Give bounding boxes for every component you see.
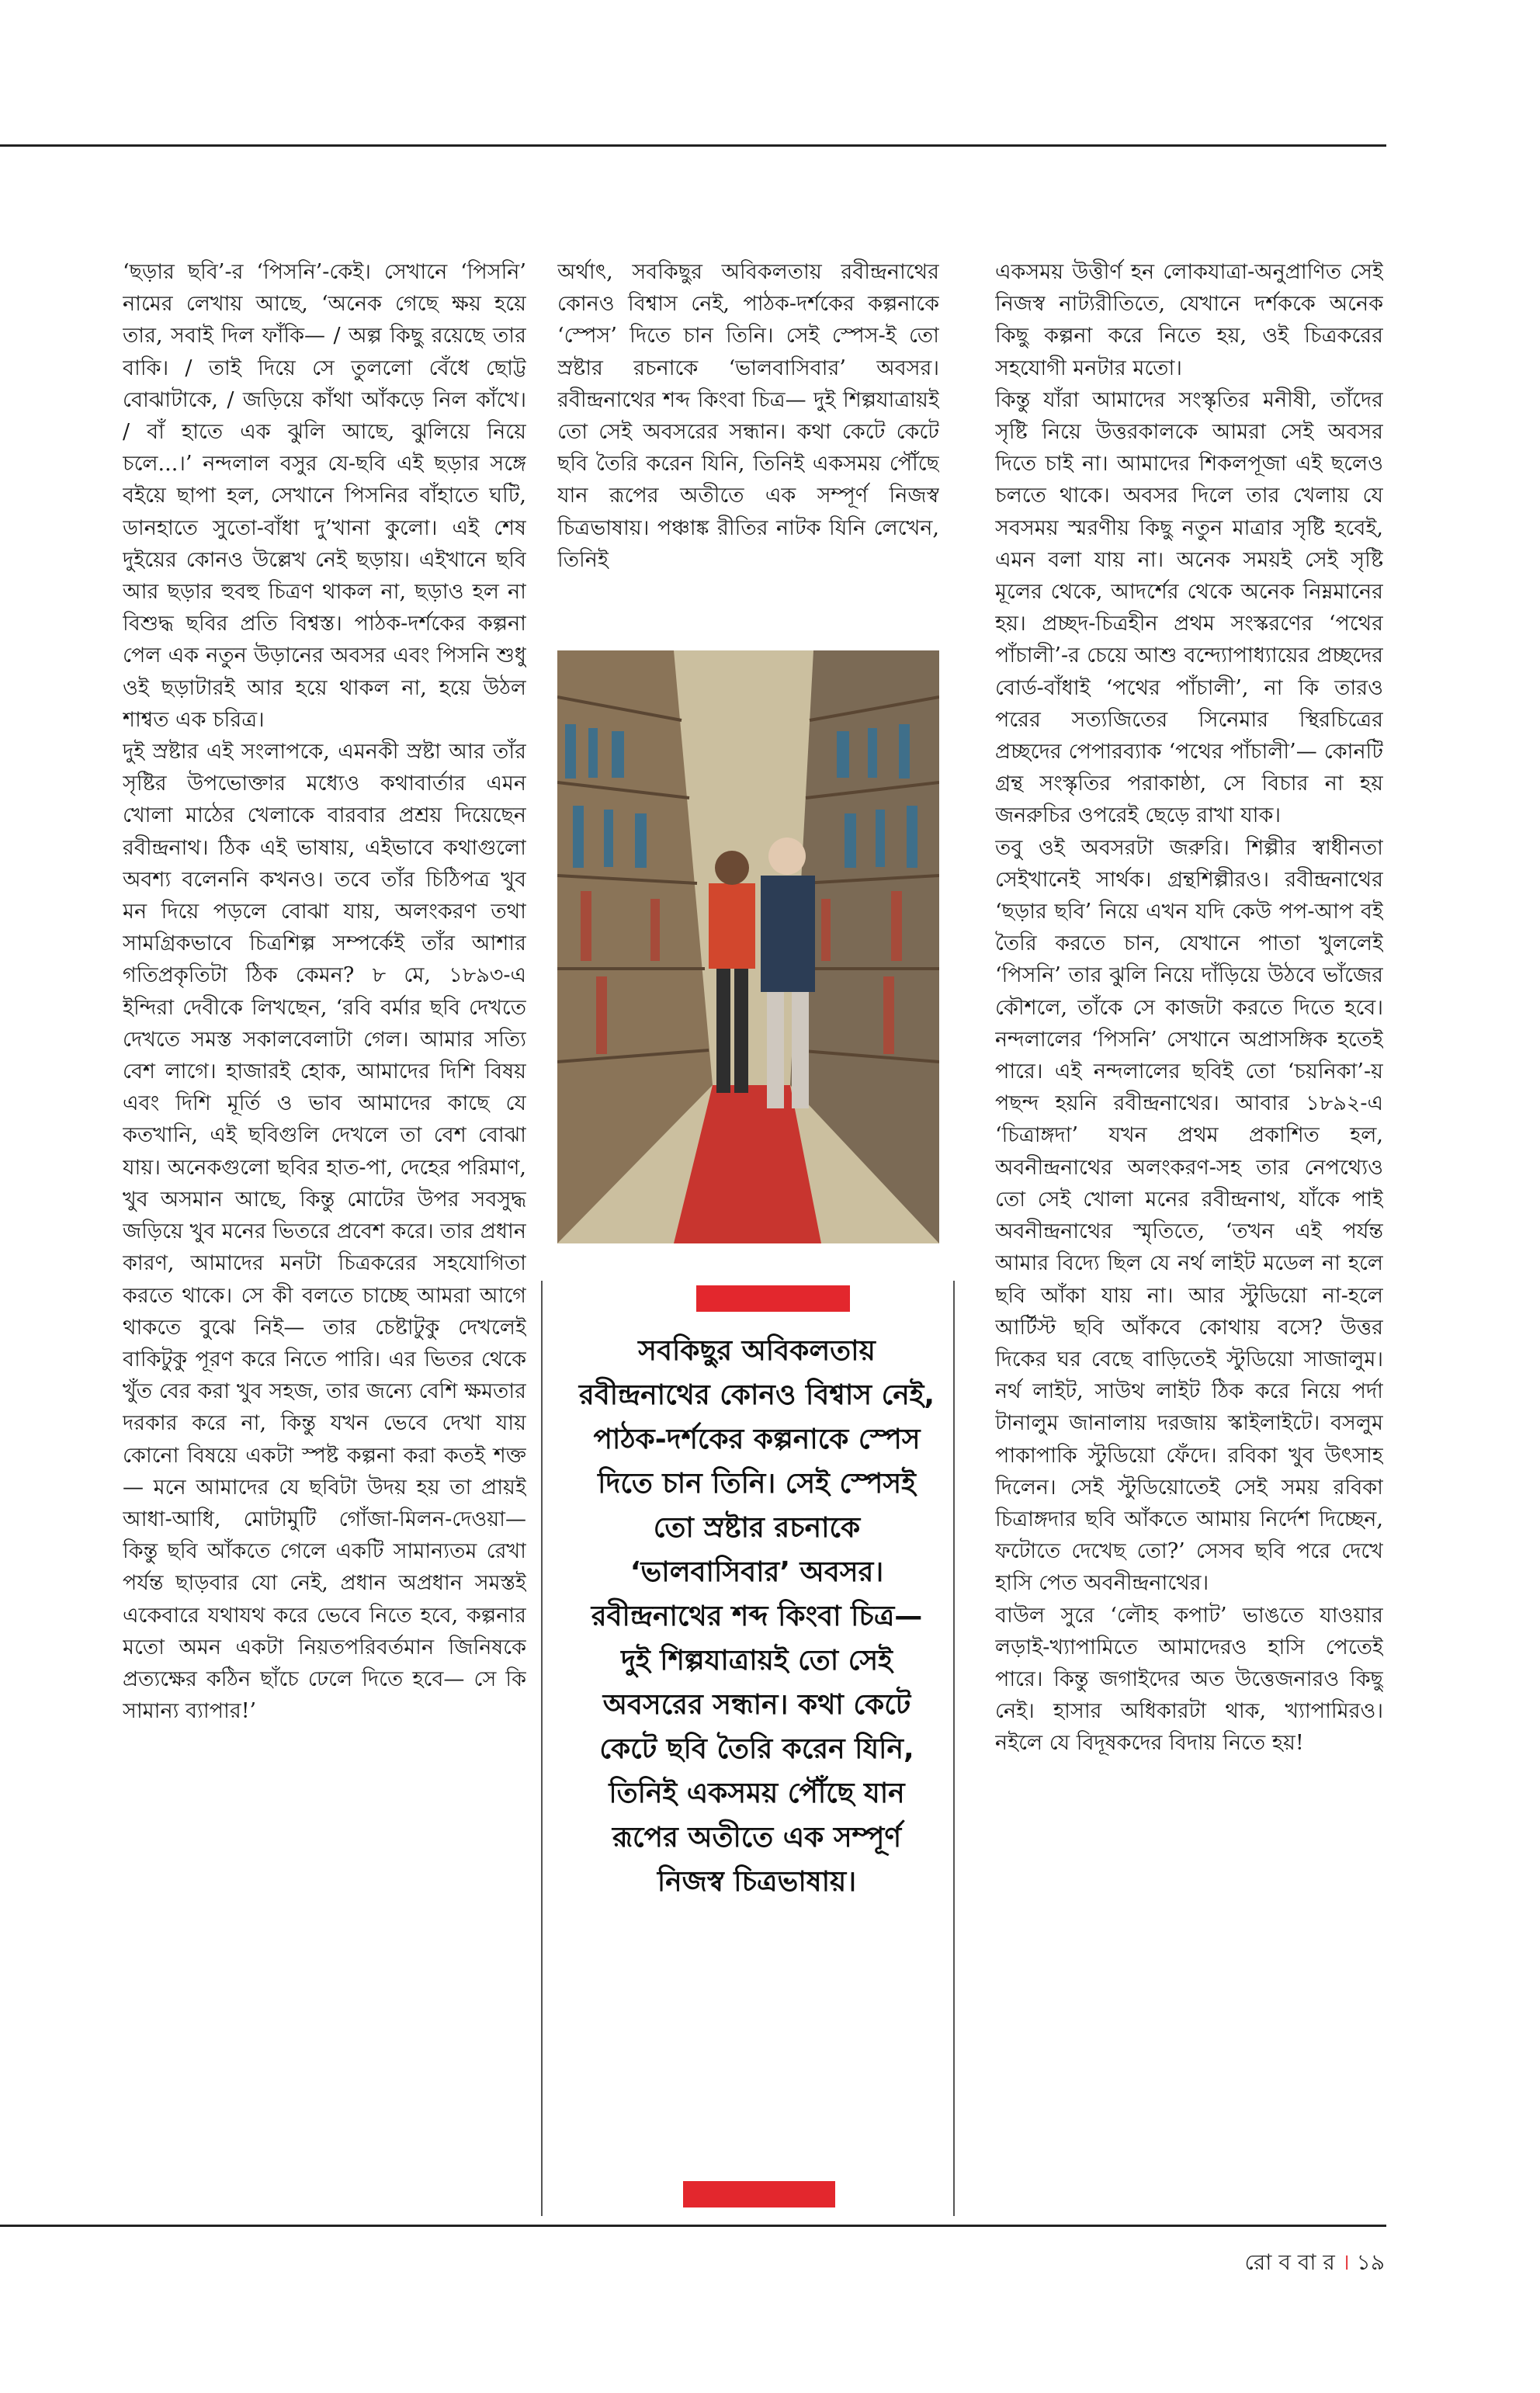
- bottom-rule: [0, 2225, 1386, 2227]
- article-column-left: ‘ছড়ার ছবি’-র ‘পিসনি’-কেই। সেখানে ‘পিসনি’ নামের লেখায় আছে, ‘অনেক গেছে ক্ষয় হয়ে তার, সবাই দিল ফাঁকি— / অল্প কিছু রয়েছে তার বাকি। / তাই দিয়ে সে তুললো বেঁধে ছোট্ট বোঝাটাকে, / জড়িয়ে কাঁথা আঁকড়ে নিল কাঁখে। / বাঁ হাতে এক ঝুলি আছে, ঝুলিয়ে নিয়ে চলে...।’ নন্দলাল বসুর যে-ছবি এই ছড়ার সঙ্গে বইয়ে ছাপা হল, সেখানে পিসনির বাঁহাতে ঘটি, ডানহাতে সুতো-বাঁধা দু’খানা কুলো। এই শেষ দুইয়ের কোনও উল্লেখ নেই ছড়ায়। এইখানে ছবি আর ছড়ার হুবহু চিত্রণ থাকল না, ছড়াও হল না বিশুদ্ধ ছবির প্রতি বিশ্বস্ত। পাঠক-দর্শকের কল্পনা পেল এক নতুন উড়ানের অবসর এবং পিসনি শুধু ওই ছড়াটারই আর হয়ে থাকল না, হয়ে উঠল শাশ্বত এক চরিত্র। দুই স্রষ্টার এই সংলাপকে, এমনকী স্রষ্টা আর তাঁর সৃষ্টির উপভোক্তার মধ্যেও কথাবার্তার এমন খোলা মাঠের খেলাকে বারবার প্রশ্রয় দিয়েছেন রবীন্দ্রনাথ। ঠিক এই ভাষায়, এইভাবে কথাগুলো অবশ্য বলেননি কখনও। তবে তাঁর চিঠিপত্র খুব মন দিয়ে পড়লে বোঝা যায়, অলংকরণ তথা সামগ্রিকভাবে চিত্রশিল্প সম্পর্কেই তাঁর আশার গতিপ্রকৃতিটা ঠিক কেমন? ৮ মে, ১৮৯৩-এ ইন্দিরা দেবীকে লিখছেন, ‘রবি বর্মার ছবি দেখতে দেখতে সমস্ত সকালবেলাটা গেল। আমার সত্যি বেশ লাগে। হাজারই হোক, আমাদের দিশি বিষয় এবং দিশি মূর্তি ও ভাব আমাদের কাছে যে কতখানি, এই ছবিগুলি দেখলে তা বেশ বোঝা যায়। অনেকগুলো ছবির হাত-পা, দেহের পরিমাণ, খুব অসমান আছে, কিন্তু মোটের উপর সবসুদ্ধ জড়িয়ে খুব মনের ভিতরে প্রবেশ করে। তার প্রধান কারণ, আমাদের মনটা চিত্রকরের সহযোগিতা করতে থাকে। সে কী বলতে চাচ্ছে আমরা আগে থাকতে বুঝে নিই— তার চেষ্টাটুকু দেখলেই বাকিটুকু পূরণ করে নিতে পারি। এর ভিতর থেকে খুঁত বের করা খুব সহজ, তার জন্যে বেশি ক্ষমতার দরকার করে না, কিন্তু যখন ভেবে দেখা যায় কোনো বিষয়ে একটা স্পষ্ট কল্পনা করা কতই শক্ত— মনে আমাদের যে ছবিটা উদয় হয় তা প্রায়ই আধা-আধি, মোটামুটি গোঁজা-মিলন-দেওয়া— কিন্তু ছবি আঁকতে গেলে একটি সামান্যতম রেখা পর্যন্ত ছাড়বার যো নেই, প্রধান অপ্রধান সমস্তই একেবারে যথাযথ করে ভেবে নিতে হবে, কল্পনার মতো অমন একটা নিয়তপরিবর্তমান জিনিষকে প্রত্যক্ষের কঠিন ছাঁচে ঢেলে দিতে হবে— সে কি সামান্য ব্যাপার!’: [123, 260, 526, 1724]
- pullquote-top-bar: [696, 1285, 850, 1312]
- magazine-name: রো ব বা র: [1244, 2249, 1335, 2275]
- footer-separator: ।: [1341, 2249, 1350, 2275]
- top-rule: [0, 144, 1386, 147]
- page-footer: [1245, 2246, 1385, 2282]
- pullquote-bottom-bar: [683, 2181, 835, 2207]
- library-photo: [557, 650, 939, 1243]
- page-number: ১৯: [1356, 2249, 1385, 2275]
- library-photo-illustration: [557, 650, 939, 1243]
- column-divider-right: [953, 1281, 955, 2216]
- pull-quote: সবকিছুর অবিকলতায় রবীন্দ্রনাথের কোনও বিশ্বাস নেই, পাঠক-দর্শকের কল্পনাকে স্পেস দিতে চান তিনি। সেই স্পেসই তো স্রষ্টার রচনাকে ‘ভালবাসিবার’ অবসর। রবীন্দ্রনাথের শব্দ কিংবা চিত্র— দুই শিল্পযাত্রায়ই তো সেই অবসরের সন্ধান। কথা কেটে কেটে ছবি তৈরি করেন যিনি, তিনিই একসময় পৌঁছে যান রূপের অতীতে এক সম্পূর্ণ নিজস্ব চিত্রভাষায়।: [578, 1335, 935, 1898]
- column-divider-left: [541, 1281, 543, 2216]
- article-column-middle: অর্থাৎ, সবকিছুর অবিকলতায় রবীন্দ্রনাথের কোনও বিশ্বাস নেই, পাঠক-দর্শকের কল্পনাকে ‘স্পেস’ দিতে চান তিনি। সেই স্পেস-ই তো স্রষ্টার রচনাকে ‘ভালবাসিবার’ অবসর। রবীন্দ্রনাথের শব্দ কিংবা চিত্র— দুই শিল্পযাত্রায়ই তো সেই অবসরের সন্ধান। কথা কেটে কেটে ছবি তৈরি করেন যিনি, তিনিই একসময় পৌঁছে যান রূপের অতীতে এক সম্পূর্ণ নিজস্ব চিত্রভাষায়। পঞ্চাঙ্ক রীতির নাটক যিনি লেখেন, তিনিই: [557, 260, 939, 572]
- article-column-right: একসময় উত্তীর্ণ হন লোকযাত্রা-অনুপ্রাণিত সেই নিজস্ব নাট্যরীতিতে, যেখানে দর্শককে অনেক কিছু কল্পনা করে নিতে হয়, ওই চিত্রকরের সহযোগী মনটার মতো। কিন্তু যাঁরা আমাদের সংস্কৃতির মনীষী, তাঁদের সৃষ্টি নিয়ে উত্তরকালকে আমরা সেই অবসর দিতে চাই না। আমাদের শিকলপূজা এই ছলেও চলতে থাকে। অবসর দিলে তার খেলায় যে সবসময় স্মরণীয় কিছু নতুন মাত্রার সৃষ্টি হবেই, এমন বলা যায় না। অনেক সময়ই সেই সৃষ্টি মূলের থেকে, আদর্শের থেকে অনেক নিম্নমানের হয়। প্রচ্ছদ-চিত্রহীন প্রথম সংস্করণের ‘পথের পাঁচালী’-র চেয়ে আশু বন্দ্যোপাধ্যায়ের প্রচ্ছদের বোর্ড-বাঁধাই ‘পথের পাঁচালী’, না কি তারও পরের সত্যজিতের সিনেমার স্থিরচিত্রের প্রচ্ছদের পেপারব্যাক ‘পথের পাঁচালী’— কোনটি গ্রন্থ সংস্কৃতির পরাকাষ্ঠা, সে বিচার না হয় জনরুচির ওপরেই ছেড়ে রাখা যাক। তবু ওই অবসরটা জরুরি। শিল্পীর স্বাধীনতা সেইখানেই সার্থক। গ্রন্থশিল্পীরও। রবীন্দ্রনাথের ‘ছড়ার ছবি’ নিয়ে এখন যদি কেউ পপ-আপ বই তৈরি করতে চান, যেখানে পাতা খুললেই ‘পিসনি’ তার ঝুলি নিয়ে দাঁড়িয়ে উঠবে ভাঁজের কৌশলে, তাঁকে সে কাজটা করতে দিতে হবে। নন্দলালের ‘পিসনি’ সেখানে অপ্রাসঙ্গিক হতেই পারে। এই নন্দলালের ছবিই তো ‘চয়নিকা’-য় পছন্দ হয়নি রবীন্দ্রনাথের। আবার ১৮৯২-এ ‘চিত্রাঙ্গদা’ যখন প্রথম প্রকাশিত হল, অবনীন্দ্রনাথের অলংকরণ-সহ তার নেপথ্যেও তো সেই খোলা মনের রবীন্দ্রনাথ, যাঁকে পাই অবনীন্দ্রনাথের স্মৃতিতে, ‘তখন এই পর্যন্ত আমার বিদ্যে ছিল যে নর্থ লাইট মডেল না হলে ছবি আঁকা যায় না। আর স্টুডিয়ো না-হলে আর্টিস্ট ছবি আঁকবে কোথায় বসে? উত্তর দিকের ঘর বেছে বাড়িতেই স্টুডিয়ো সাজালুম। নর্থ লাইট, সাউথ লাইট ঠিক করে নিয়ে পর্দা টানালুম জানালায় দরজায় স্কাইলাইটে। বসলুম পাকাপাকি স্টুডিয়ো ফেঁদে। রবিকা খুব উৎসাহ দিলেন। সেই স্টুডিয়োতেই সেই সময় রবিকা চিত্রাঙ্গদার ছবি আঁকতে আমায় নির্দেশ দিচ্ছেন, ফটোতে দেখেছ তো?’ সেসব ছবি পরে দেখে হাসি পেত অবনীন্দ্রনাথের। বাউল সুরে ‘লৌহ কপাট’ ভাঙতে যাওয়ার লড়াই-খ্যাপামিতে আমাদেরও হাসি পেতেই পারে। কিন্তু জগাইদের অত উত্তেজনারও কিছু নেই। হাসার অধিকারটা থাক, খ্যাপামিরও। নইলে যে বিদূষকদের বিদায় নিতে হয়!: [995, 260, 1383, 1756]
